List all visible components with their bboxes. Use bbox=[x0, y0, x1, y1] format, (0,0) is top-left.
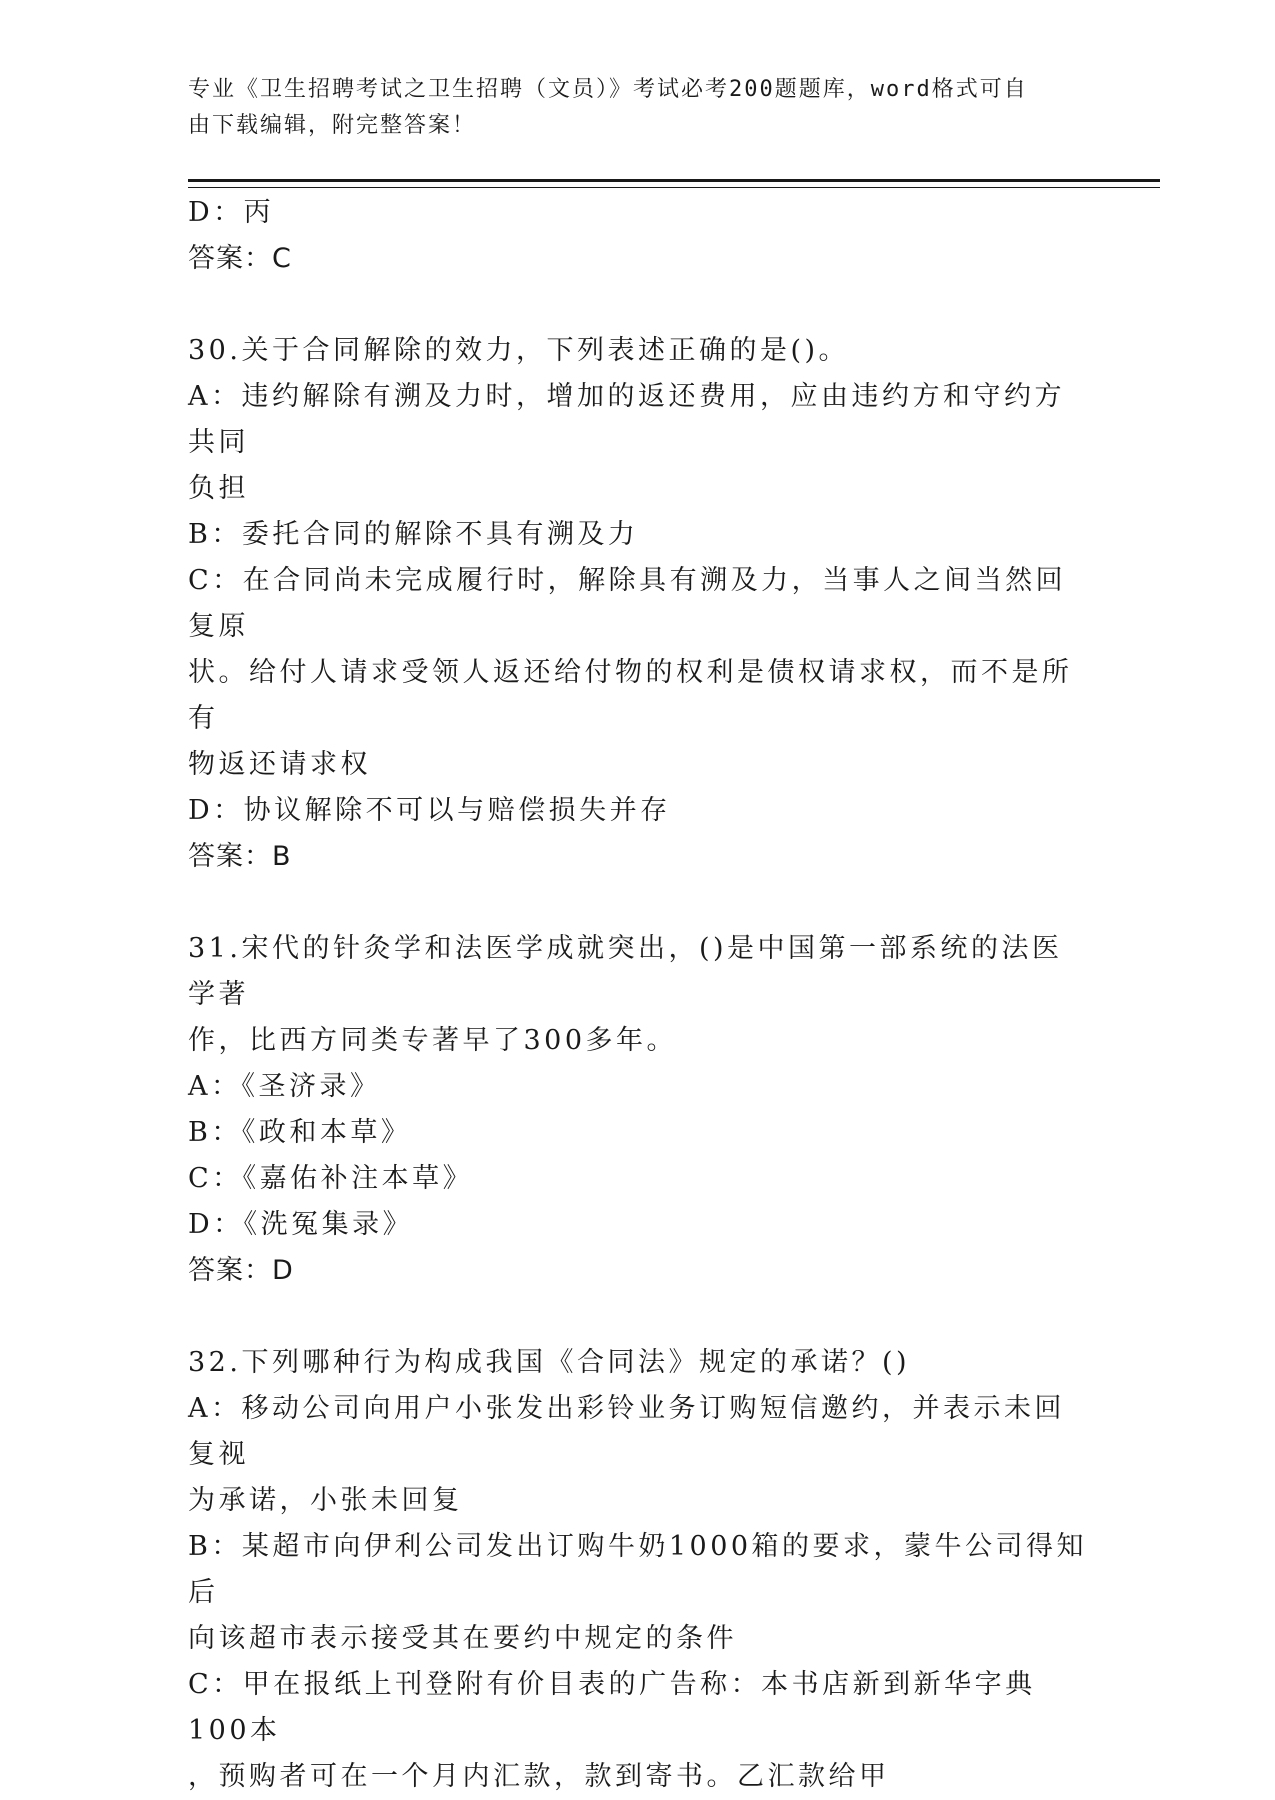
option-a: A：违约解除有溯及力时，增加的返还费用，应由违约方和守约方共同 bbox=[188, 381, 1065, 458]
question-32 bbox=[188, 1340, 1088, 1800]
question-stem: 31.宋代的针灸学和法医学成就突出，()是中国第一部系统的法医学著 bbox=[188, 933, 1063, 1010]
question-stem: 32.下列哪种行为构成我国《合同法》规定的承诺？() bbox=[188, 1347, 911, 1378]
answer: 答案：D bbox=[188, 1255, 294, 1286]
prev-answer: 答案：C bbox=[188, 243, 292, 274]
option-d: D：《洗冤集录》 bbox=[188, 1209, 414, 1240]
option-c: C：甲在报纸上刊登附有价目表的广告称：本书店新到新华字典100本 bbox=[188, 1669, 1036, 1746]
spacer bbox=[188, 1294, 1088, 1340]
option-a-cont: 为承诺，小张未回复 bbox=[188, 1485, 463, 1516]
option-b: B：《政和本草》 bbox=[188, 1117, 412, 1148]
option-c-cont: ，预购者可在一个月内汇款，款到寄书。乙汇款给甲 bbox=[188, 1761, 890, 1792]
option-c: C：在合同尚未完成履行时，解除具有溯及力，当事人之间当然回复原 bbox=[188, 565, 1067, 642]
spacer bbox=[188, 880, 1088, 926]
question-stem-cont: 作，比西方同类专著早了300多年。 bbox=[188, 1025, 678, 1056]
spacer bbox=[188, 282, 1088, 328]
header-line-1: 专业《卫生招聘考试之卫生招聘（文员）》考试必考200题题库，word格式可自 bbox=[188, 77, 1028, 102]
question-content bbox=[188, 190, 1088, 1800]
option-a: A：移动公司向用户小张发出彩铃业务订购短信邀约，并表示未回复视 bbox=[188, 1393, 1065, 1470]
header-rule-thin bbox=[188, 187, 1160, 188]
prev-option-d: D：丙 bbox=[188, 197, 275, 228]
option-b: B：某超市向伊利公司发出订购牛奶1000箱的要求，蒙牛公司得知后 bbox=[188, 1531, 1088, 1608]
option-a-cont: 负担 bbox=[188, 473, 249, 504]
option-b-cont: 向该超市表示接受其在要约中规定的条件 bbox=[188, 1623, 737, 1654]
option-d: D：协议解除不可以与赔偿损失并存 bbox=[188, 795, 671, 826]
question-30 bbox=[188, 328, 1088, 880]
answer: 答案：B bbox=[188, 841, 292, 872]
document-header bbox=[188, 72, 1068, 144]
question-31 bbox=[188, 926, 1088, 1294]
option-a: A：《圣济录》 bbox=[188, 1071, 381, 1102]
option-b: B：委托合同的解除不具有溯及力 bbox=[188, 519, 639, 550]
header-rule-thick bbox=[188, 179, 1160, 182]
option-c-cont: 状。给付人请求受领人返还给付物的权利是债权请求权，而不是所有 bbox=[188, 657, 1073, 734]
question-stem: 30.关于合同解除的效力，下列表述正确的是()。 bbox=[188, 335, 850, 366]
option-c-cont: 物返还请求权 bbox=[188, 749, 371, 780]
header-line-2: 由下载编辑，附完整答案！ bbox=[188, 113, 477, 138]
option-c: C：《嘉佑补注本草》 bbox=[188, 1163, 474, 1194]
